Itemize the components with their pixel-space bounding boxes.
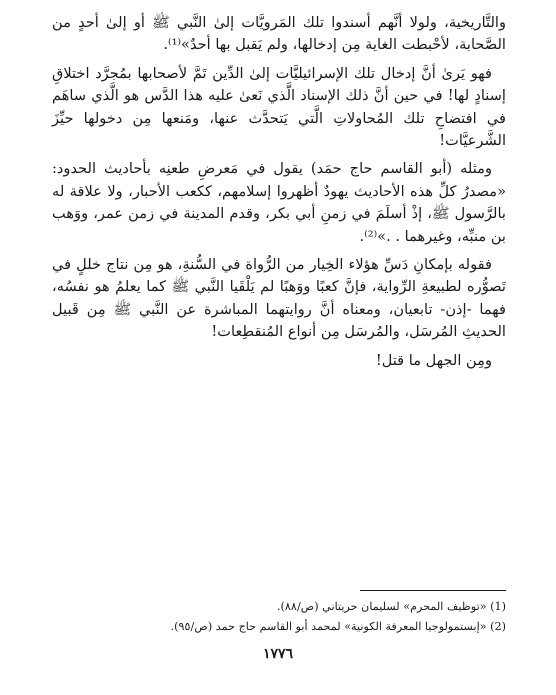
paragraph-4: فقوله بإمكانِ دَسِّ هؤلاء الخِيار من الرُّواة في السُّنةِ، هو مِن نتاج خللٍ في تَصوُّره لطبيعةِ الرِّواية، فإنَّ كعبًا ووَهبًا لم يَلْقَيا النَّبي ﷺ كما يعلمُ هو نفسُه، فهما -إذن- تابعيان، ومعناه أنَّ روايتهما المباشرة عن النَّبي ﷺ مِن قَبيل الحديثِ المُرسَل، والمُرسَل مِن أنواع المُنقطِعات! xyxy=(52,256,506,341)
main-text xyxy=(52,12,506,372)
footnote-2: (2) «إبستمولوجيا المعرفة الكونية» لمحمد أبو القاسم حاج حمد (ص/٩٥). xyxy=(170,620,506,633)
page-number: ١٧٧٦ xyxy=(262,646,294,662)
footnote-separator xyxy=(360,590,506,591)
paragraph-2: فهو يَرىٰ أنَّ إدخال تلك الإسرائيليَّات إلىٰ الدِّين تَمَّ لأصحابها بمُجرَّد اختلاقِ إسنادٍ لها! في حين أنَّ ذلك الإسناد الَّذي نَعىٰ عليه هذا الدَّس هو الَّذي ساهَم في افتضاحِ تلك المُحاولاتِ الَّتي يَتحدَّث عنها، ومَنعها مِن دخولها حيِّزَ الشَّرعيَّات! xyxy=(52,64,506,150)
paragraph-1: والتَّاريخية، ولولا أنَّهم أسندوا تلك المَرويَّات إلىٰ النَّبي ﷺ أو إلىٰ أحدٍ من الصَّحابة، لأحْبطت الغاية مِن إدخالها، ولم يَقبل بها أحدٌ»⁽¹⁾. xyxy=(52,14,506,54)
paragraph-3: ومثله (أبو القاسم حاج حمَد) يقول في مَعرضِ طعنِه بأحاديث الحدود: «مصدرُ كلِّ هذه الأحاديث يهودٌ أظهروا إسلامهم، ككعب الأحبار، ولا علاقة له بالرَّسول ﷺ، إذْ أسلَمَ في زمنِ أبي بكر، وقدم المدينة في زمن عمر، ووَهب بن منبِّه، وغيرهما . .»⁽²⁾. xyxy=(52,160,506,245)
paragraph-5: ومِن الجهل ما قتل! xyxy=(375,351,492,369)
footnote-1: (1) «توظيف المحرم» لسليمان حريتاني (ص/٨٨). xyxy=(277,600,506,613)
footnotes xyxy=(52,597,506,637)
